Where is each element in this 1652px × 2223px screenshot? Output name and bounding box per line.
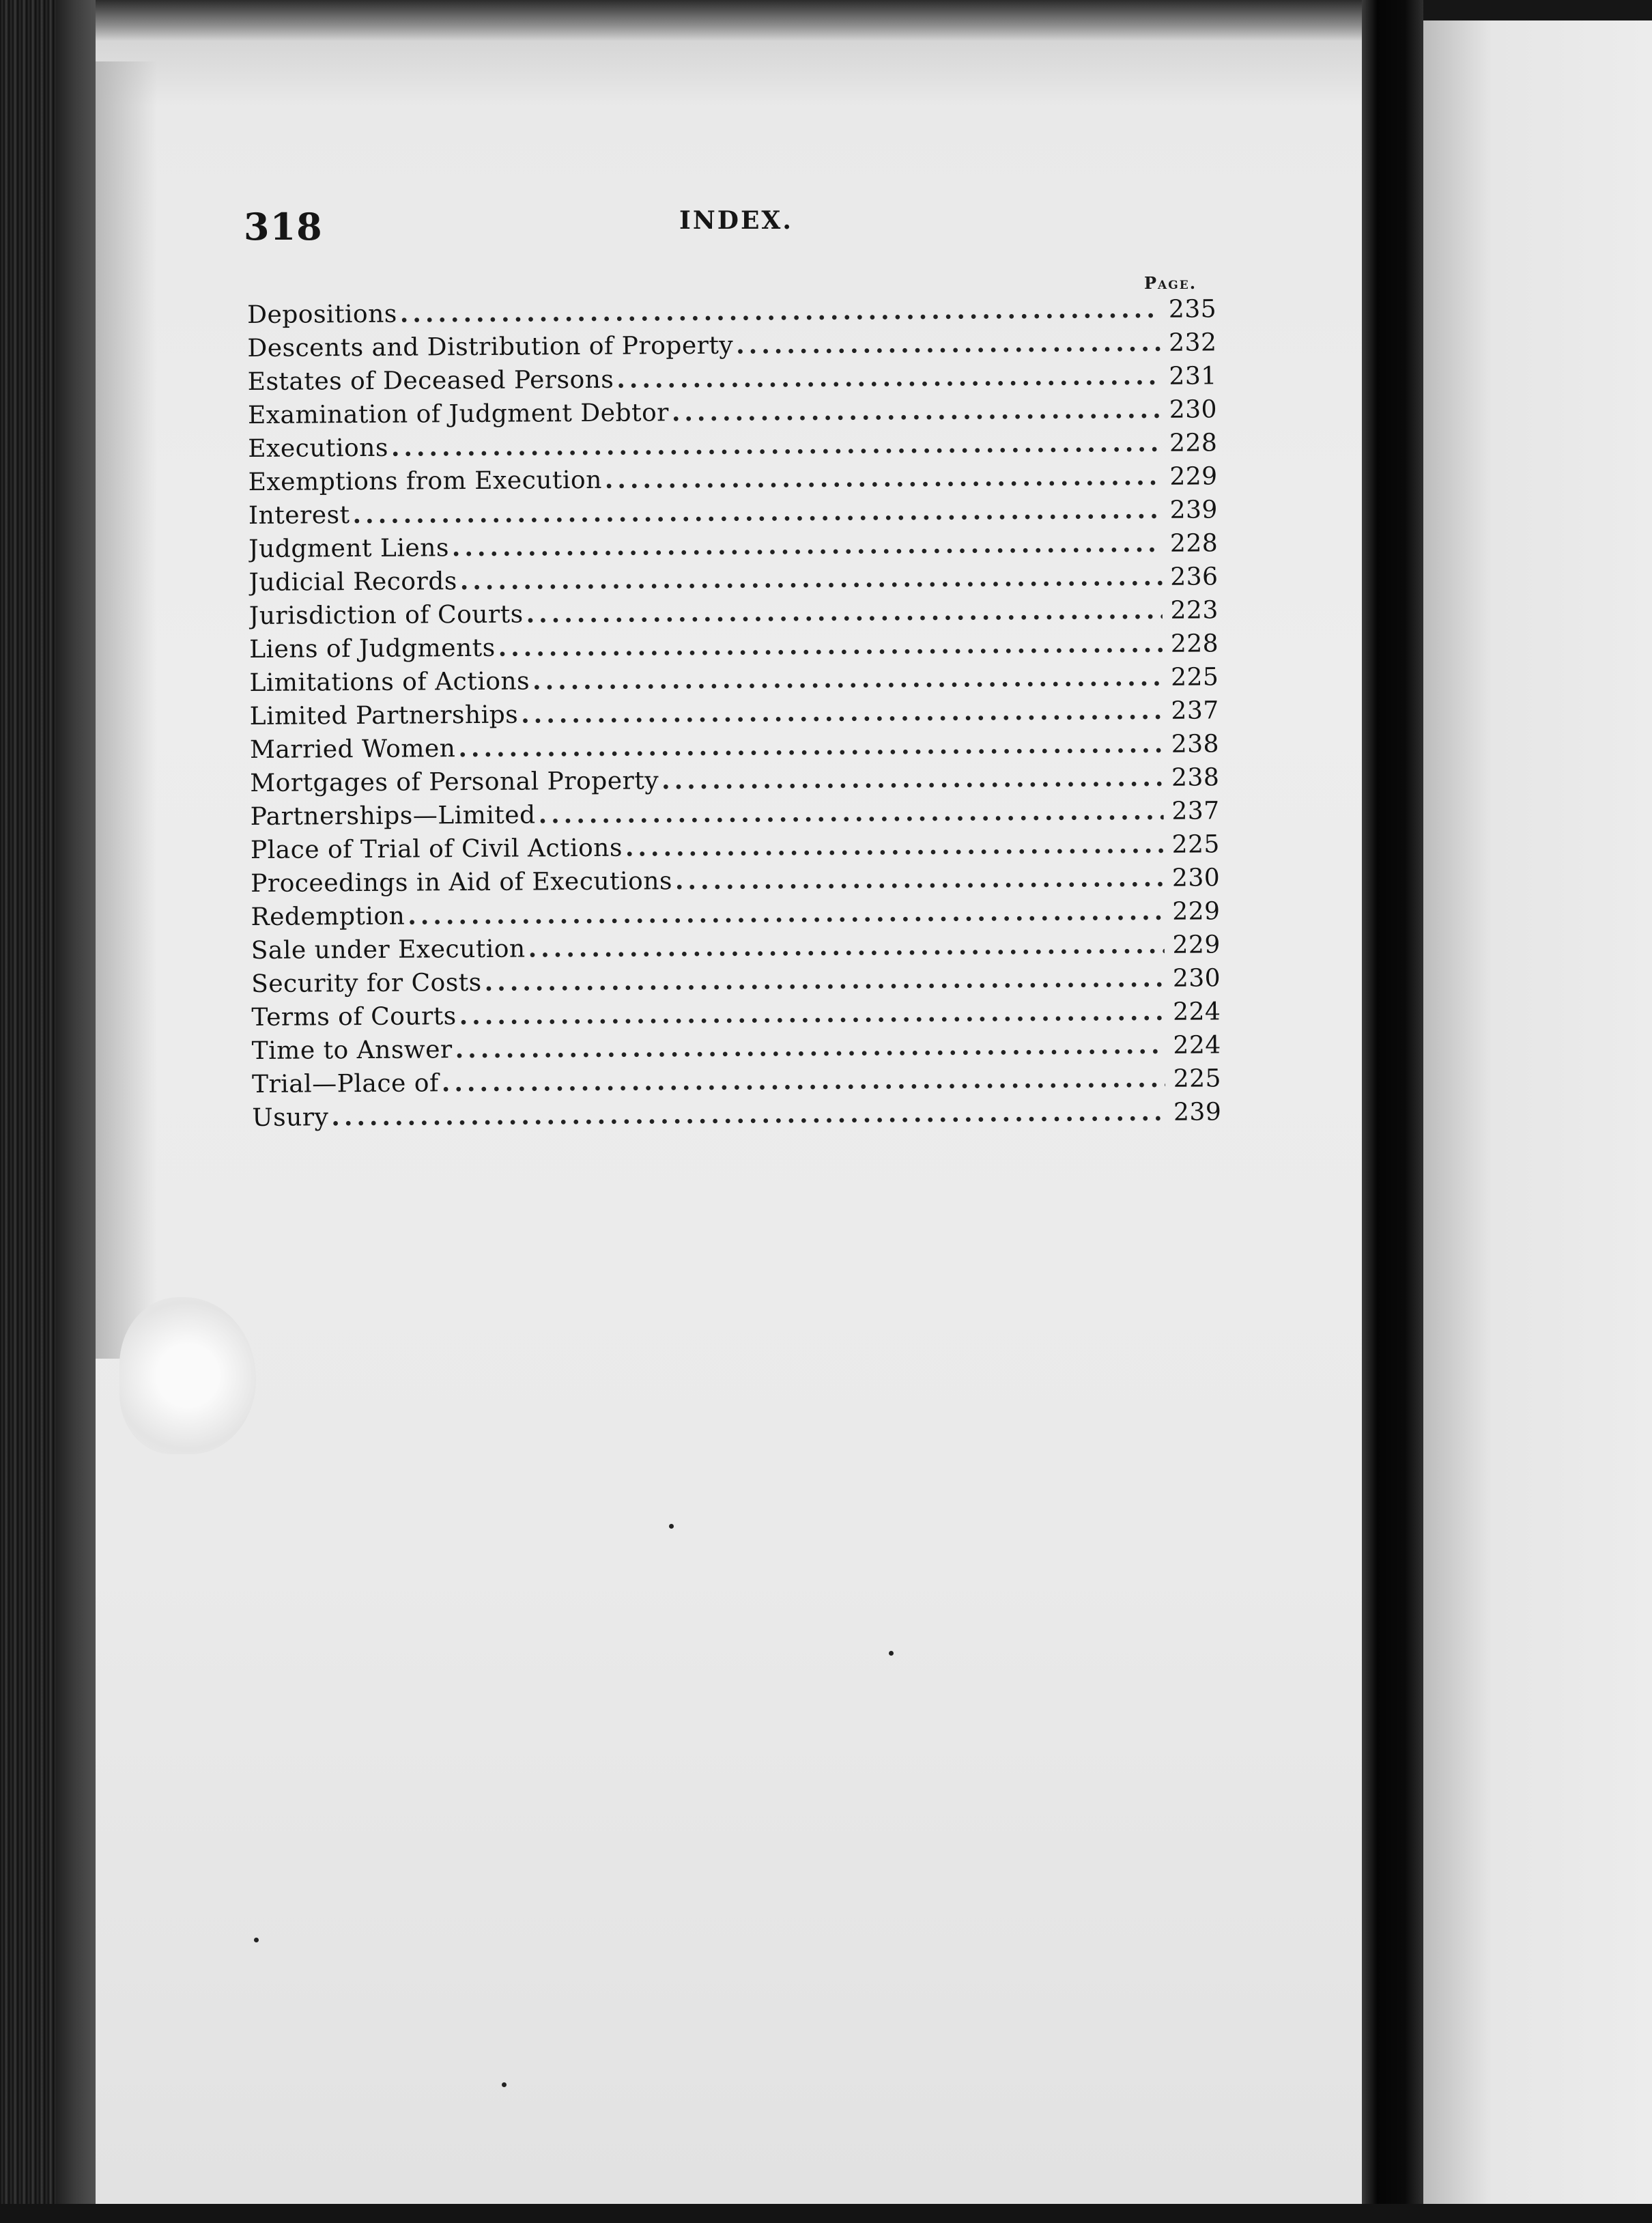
index-entry: [248, 495, 1218, 535]
ink-speck: [669, 1524, 674, 1529]
dot-leader: [391, 429, 1162, 462]
dot-leader: [458, 730, 1163, 763]
entry-page-number: 232: [1169, 328, 1217, 357]
entry-page-number: 225: [1171, 663, 1219, 692]
index-entry: [251, 963, 1221, 1003]
entry-page-number: 230: [1169, 395, 1218, 424]
index-entry: [250, 763, 1219, 802]
index-entry: [251, 997, 1221, 1036]
index-entry: [248, 395, 1217, 434]
entry-term: Partnerships—Limited: [250, 801, 536, 831]
entry-page-number: 237: [1171, 696, 1219, 725]
dot-leader: [408, 897, 1164, 931]
entry-page-number: 239: [1173, 1098, 1222, 1127]
index-entry: [248, 462, 1217, 501]
entry-page-number: 229: [1172, 897, 1221, 926]
entry-term: Sale under Execution: [251, 935, 526, 965]
index-entry: [252, 1064, 1221, 1103]
left-binding-edge: [0, 0, 56, 2223]
page-number: 318: [244, 205, 323, 249]
entry-term: Married Women: [249, 735, 456, 764]
dot-leader: [485, 964, 1165, 997]
index-entry: [252, 1097, 1221, 1137]
entry-term: Security for Costs: [251, 968, 482, 998]
facing-page-edge: [1423, 20, 1652, 2205]
entry-term: Exemptions from Execution: [248, 466, 602, 496]
entry-page-number: 229: [1169, 462, 1218, 491]
entry-term: Usury: [252, 1103, 329, 1132]
dot-leader: [736, 328, 1160, 360]
book-gutter: [1362, 0, 1423, 2223]
index-entry: [247, 294, 1216, 334]
index-entry: [250, 796, 1219, 836]
dot-leader: [352, 496, 1162, 529]
index-entry: [248, 528, 1218, 568]
entry-term: Examination of Judgment Debtor: [247, 399, 670, 429]
entry-term: Mortgages of Personal Property: [250, 767, 659, 797]
dot-leader: [455, 1031, 1165, 1064]
dot-leader: [452, 529, 1163, 562]
entry-page-number: 223: [1170, 596, 1219, 625]
dot-leader: [331, 1098, 1165, 1131]
entry-term: Terms of Courts: [251, 1002, 457, 1032]
dot-leader: [539, 797, 1164, 830]
dot-leader: [625, 830, 1164, 862]
entry-page-number: 236: [1170, 563, 1219, 591]
index-list: [247, 294, 1221, 1137]
running-head: INDEX.: [679, 206, 793, 235]
entry-term: Jurisdiction of Courts: [248, 600, 524, 630]
entry-term: Liens of Judgments: [248, 634, 496, 664]
entry-page-number: 235: [1168, 295, 1217, 324]
index-entry: [250, 729, 1219, 769]
ink-speck: [254, 1938, 259, 1942]
index-entry: [250, 696, 1219, 735]
dot-leader: [460, 563, 1163, 595]
index-entry: [248, 361, 1217, 401]
entry-term: Limited Partnerships: [249, 700, 519, 731]
entry-term: Executions: [248, 434, 389, 463]
bottom-edge: [0, 2204, 1652, 2223]
entry-term: Estates of Deceased Persons: [247, 365, 614, 396]
entry-term: Limitations of Actions: [249, 667, 530, 697]
entry-term: Judicial Records: [248, 567, 457, 597]
entry-term: Descents and Distribution of Property: [247, 331, 734, 363]
index-entry: [251, 930, 1221, 969]
page-edge-wear: [96, 61, 157, 1359]
index-entry: [251, 863, 1220, 903]
ink-speck: [889, 1651, 894, 1656]
dot-leader: [521, 696, 1163, 729]
dot-leader: [526, 596, 1163, 629]
dot-leader: [498, 629, 1163, 662]
index-entry: [249, 595, 1219, 635]
entry-page-number: 225: [1173, 1064, 1222, 1093]
entry-page-number: 224: [1173, 997, 1221, 1026]
entry-page-number: 230: [1171, 864, 1221, 892]
dot-leader: [661, 763, 1163, 795]
entry-page-number: 230: [1172, 964, 1221, 993]
page-column-heading: Page.: [1144, 273, 1197, 293]
entry-page-number: 224: [1173, 1031, 1221, 1060]
dot-leader: [605, 462, 1162, 494]
index-entry: [248, 428, 1217, 468]
entry-term: Time to Answer: [251, 1036, 453, 1065]
entry-page-number: 231: [1169, 362, 1217, 391]
dot-leader: [616, 362, 1161, 394]
index-entry: [247, 328, 1216, 367]
index-entry: [249, 662, 1219, 702]
entry-term: Trial—Place of: [251, 1069, 439, 1099]
entry-term: Judgment Liens: [248, 534, 449, 563]
entry-term: Redemption: [251, 902, 405, 931]
index-entry: [249, 629, 1219, 668]
dot-leader: [672, 395, 1161, 427]
entry-page-number: 229: [1172, 931, 1221, 959]
dot-leader: [675, 864, 1165, 895]
index-entry: [252, 1030, 1221, 1070]
dot-leader: [442, 1064, 1165, 1097]
entry-page-number: 237: [1171, 797, 1220, 825]
index-entry: [248, 562, 1218, 601]
index-entry: [251, 896, 1220, 936]
index-entry: [251, 830, 1220, 869]
entry-page-number: 228: [1169, 429, 1218, 457]
entry-term: Proceedings in Aid of Executions: [251, 867, 673, 898]
entry-term: Depositions: [247, 300, 397, 329]
dot-leader: [459, 997, 1165, 1030]
ink-speck: [502, 2082, 507, 2087]
dot-leader: [400, 295, 1161, 328]
entry-page-number: 239: [1169, 496, 1219, 524]
entry-page-number: 238: [1171, 763, 1220, 792]
dot-leader: [532, 663, 1163, 696]
entry-term: Interest: [248, 501, 350, 530]
entry-page-number: 228: [1169, 529, 1219, 558]
entry-page-number: 238: [1171, 730, 1220, 759]
entry-page-number: 228: [1170, 629, 1219, 658]
top-edge-shadow: [96, 0, 1362, 41]
entry-page-number: 225: [1171, 830, 1221, 859]
dot-leader: [528, 931, 1165, 963]
entry-term: Place of Trial of Civil Actions: [250, 834, 623, 864]
